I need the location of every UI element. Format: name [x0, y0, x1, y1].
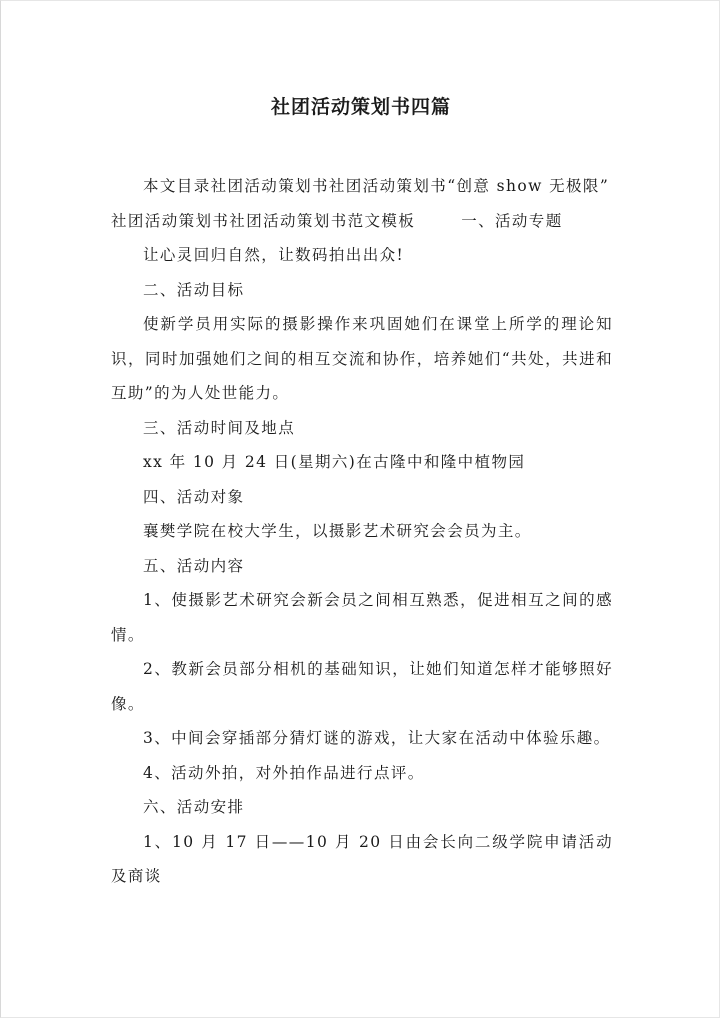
- document-body: [111, 169, 613, 894]
- toc-line-2: 社团活动策划书社团活动策划书范文模板: [111, 211, 416, 230]
- list-item: 2、教新会员部分相机的基础知识，让她们知道怎样才能够照好像。: [111, 660, 613, 713]
- section-heading-6: 六、活动安排: [143, 798, 245, 816]
- toc-paragraph: [111, 169, 613, 238]
- section-heading-3: 三、活动时间及地点: [143, 418, 296, 437]
- list-item: 3、中间会穿插部分猜灯谜的游戏，让大家在活动中体验乐趣。: [143, 729, 611, 747]
- paragraph: 使新学员用实际的摄影操作来巩固她们在课堂上所学的理论知识，同时加强她们之间的相互交流和协作，培养她们“共处，共进和互助”的为人处世能力。: [111, 315, 613, 402]
- paragraph: 襄樊学院在校大学生，以摄影艺术研究会会员为主。: [143, 522, 532, 540]
- section-heading-4: 四、活动对象: [143, 487, 245, 506]
- list-item: 1、10 月 17 日——10 月 20 日由会长向二级学院申请活动及商谈: [111, 832, 613, 885]
- section-heading-1: 一、活动专题: [461, 211, 563, 230]
- section-heading-5: 五、活动内容: [143, 556, 245, 575]
- section-heading-2: 二、活动目标: [143, 280, 245, 299]
- paragraph: 让心灵回归自然，让数码拍出出众!: [143, 246, 405, 264]
- toc-line-1: 本文目录社团活动策划书社团活动策划书“创意 show 无极限”: [143, 177, 610, 195]
- toc-line-2-wrap: [111, 204, 613, 239]
- document-title: 社团活动策划书四篇: [270, 96, 451, 118]
- list-item: 4、活动外拍，对外拍作品进行点评。: [143, 763, 425, 782]
- paragraph: xx 年 10 月 24 日(星期六)在古隆中和隆中植物园: [143, 453, 526, 471]
- list-item: 1、使摄影艺术研究会新会员之间相互熟悉，促进相互之间的感情。: [111, 591, 613, 644]
